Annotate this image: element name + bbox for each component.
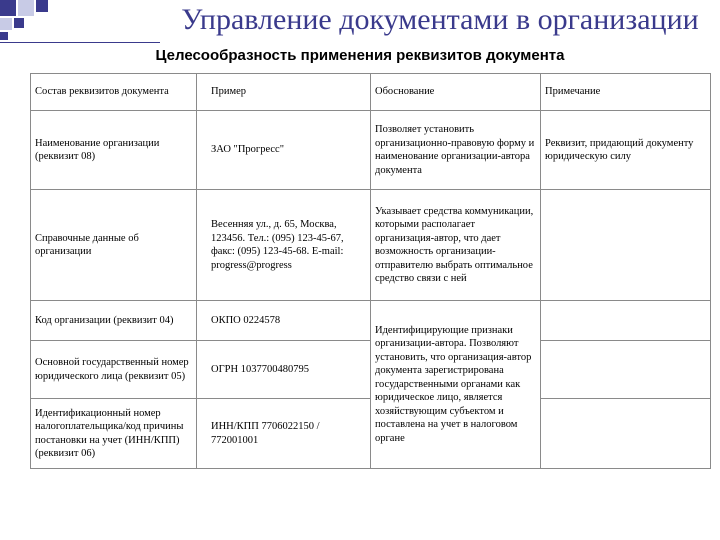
table-row xyxy=(31,190,711,301)
table-row xyxy=(31,111,711,190)
cell-composition: Наименование организации (реквизит 08) xyxy=(31,111,197,190)
cell-example: ЗАО "Прогресс" xyxy=(197,111,371,190)
page-title: Управление документами в организации xyxy=(181,3,699,36)
column-header: Обоснование xyxy=(371,74,541,111)
deco-square xyxy=(36,0,48,12)
cell-justification: Идентифицирующие признаки организации-автора. Позволяют установить, что организация-автор документа зарегистрирована государственными органами как юридическое лицо, является хозяйствующим субъектом и поставлена на учет в налоговом органе xyxy=(371,301,541,469)
deco-square xyxy=(18,0,34,16)
cell-example: ОГРН 1037700480795 xyxy=(197,341,371,399)
decorative-squares xyxy=(0,0,160,40)
table-header-row xyxy=(31,74,711,111)
cell-note xyxy=(541,190,711,301)
cell-note xyxy=(541,341,711,399)
table-row xyxy=(31,301,711,341)
cell-composition: Справочные данные об организации xyxy=(31,190,197,301)
cell-example: ОКПО 0224578 xyxy=(197,301,371,341)
deco-square xyxy=(0,0,16,16)
cell-example: Весенняя ул., д. 65, Москва, 123456. Тел.: (095) 123-45-67, факс: (095) 123-45-68. E-mail: progress@progress xyxy=(197,190,371,301)
cell-composition: Код организации (реквизит 04) xyxy=(31,301,197,341)
cell-justification: Позволяет установить организационно-правовую форму и наименование организации-автора документа xyxy=(371,111,541,190)
requisites-table xyxy=(30,73,711,469)
column-header: Состав реквизитов документа xyxy=(31,74,197,111)
column-header: Примечание xyxy=(541,74,711,111)
page-subtitle: Целесообразность применения реквизитов документа xyxy=(155,47,565,64)
deco-square xyxy=(0,32,8,40)
cell-example: ИНН/КПП 7706022150 / 772001001 xyxy=(197,399,371,469)
column-header: Пример xyxy=(197,74,371,111)
cell-composition: Основной государственный номер юридического лица (реквизит 05) xyxy=(31,341,197,399)
cell-justification: Указывает средства коммуникации, которыми располагает организация-автор, что дает возможность организации-отправителю выбрать оптимальное средство связи с ней xyxy=(371,190,541,301)
deco-square xyxy=(14,18,24,28)
deco-line xyxy=(0,42,160,43)
deco-square xyxy=(0,18,12,30)
cell-note xyxy=(541,301,711,341)
cell-composition: Идентификационный номер налогоплательщика/код причины постановки на учет (ИНН/КПП) (реквизит 06) xyxy=(31,399,197,469)
cell-note: Реквизит, придающий документу юридическую силу xyxy=(541,111,711,190)
cell-note xyxy=(541,399,711,469)
